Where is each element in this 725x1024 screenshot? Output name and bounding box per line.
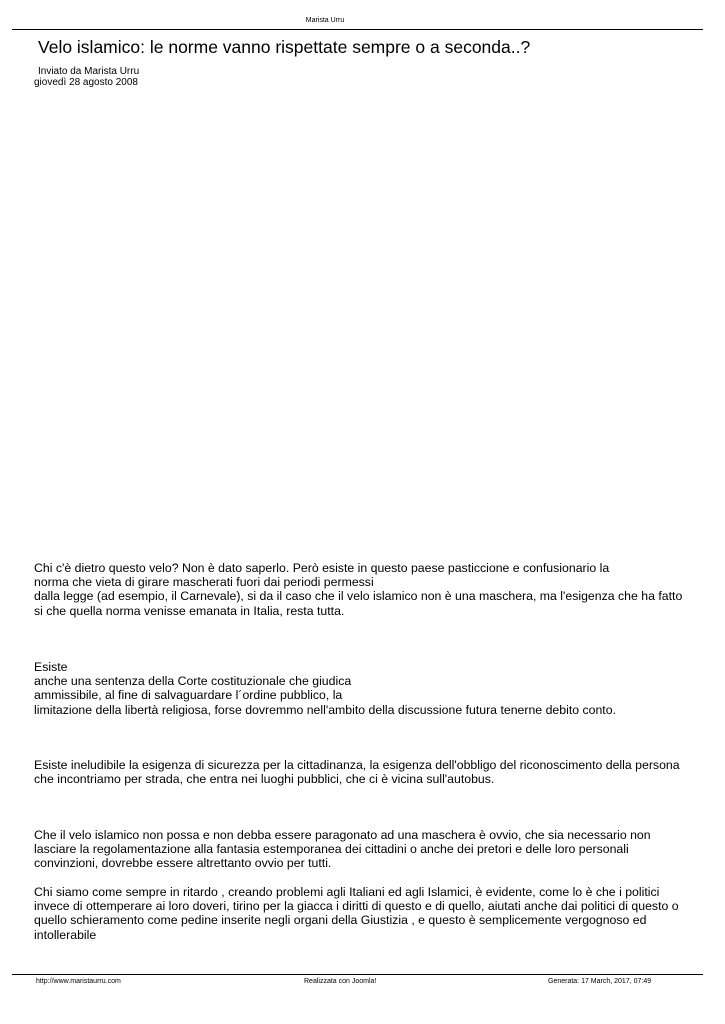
article-date: giovedì 28 agosto 2008 bbox=[34, 77, 138, 88]
paragraph-line: Chi siamo come sempre in ritardo , creando problemi agli Italiani ed agli Islamici, è evidente, come lo è che i politici bbox=[34, 885, 660, 899]
paragraph-line: limitazione della libertà religiosa, forse dovremmo nell'ambito della discussione futura tenerne debito conto. bbox=[34, 702, 616, 717]
header-divider bbox=[12, 29, 703, 30]
paragraph-line: norma che vieta di girare mascherati fuori dai periodi permessi bbox=[34, 575, 374, 590]
paragraph-line: lasciare la regolamentazione alla fantasia estemporanea dei cittadini o anche dei pretori e delle loro personali bbox=[34, 842, 629, 857]
footer-powered-by: Realizzata con Joomla! bbox=[304, 978, 377, 985]
paragraph-line: intollerabile bbox=[34, 927, 97, 942]
paragraph-line: convinzioni, dovrebbe essere altrettanto ovvio per tutti. bbox=[34, 856, 332, 871]
paragraph-line: si che quella norma venisse emanata in Italia, resta tutta. bbox=[34, 603, 345, 618]
paragraph-line: Esiste ineludibile la esigenza di sicurezza per la cittadinanza, la esigenza dell'obbligo del riconoscimento della persona bbox=[34, 758, 680, 772]
article-paragraph bbox=[34, 828, 651, 871]
paragraph-line: dalla legge (ad esempio, il Carnevale), si da il caso che il velo islamico non è una maschera, ma l'esigenza che ha fatto bbox=[34, 589, 683, 604]
paragraph-line: invece di ottemperare ai loro doveri, tirino per la giacca i diritti di questo e di quello, aiutati anche dai politici di questo o bbox=[34, 899, 679, 914]
article-paragraph bbox=[34, 660, 616, 717]
article-paragraph bbox=[34, 758, 680, 786]
paragraph-line: Esiste bbox=[34, 660, 68, 674]
footer-divider bbox=[12, 974, 703, 975]
article-paragraph bbox=[34, 885, 679, 942]
article-paragraph bbox=[34, 561, 682, 618]
paragraph-line: quello schieramento come pedine inserite negli organi della Giustizia , e questo è semplicemente vergognoso ed bbox=[34, 913, 647, 928]
footer-generated-date: Generata: 17 March, 2017, 07:49 bbox=[548, 978, 652, 985]
article-author: Inviato da Marista Urru bbox=[38, 66, 140, 77]
paragraph-line: ammissibile, al fine di salvaguardare l´ordine pubblico, la bbox=[34, 688, 343, 703]
paragraph-line: anche una sentenza della Corte costituzionale che giudica bbox=[34, 674, 352, 689]
paragraph-line: Chi c'è dietro questo velo? Non è dato saperlo. Però esiste in questo paese pasticcione e confusionario la bbox=[34, 561, 610, 575]
article-title: Velo islamico: le norme vanno rispettate sempre o a seconda..? bbox=[38, 37, 531, 57]
paragraph-line: che incontriamo per strada, che entra nei luoghi pubblici, che ci è vicina sull'autobus. bbox=[34, 772, 495, 787]
header-site-name: Marista Urru bbox=[305, 17, 345, 24]
footer-url: http://www.maristaurru.com bbox=[36, 978, 121, 985]
paragraph-line: Che il velo islamico non possa e non debba essere paragonato ad una maschera è ovvio, che sia necessario non bbox=[34, 828, 651, 842]
